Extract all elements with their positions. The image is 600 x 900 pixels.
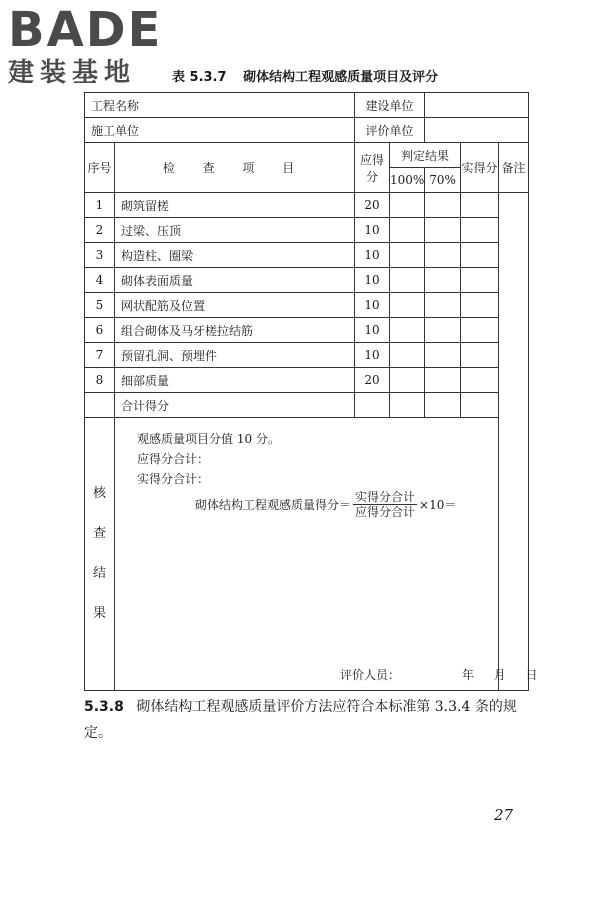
verify-label <box>85 418 114 690</box>
page-number: 27 <box>494 806 514 824</box>
item-pct100 <box>390 368 425 393</box>
section-number: 5.3.8 <box>84 699 124 715</box>
verify-char: 果 <box>92 606 106 621</box>
month-label: 月 <box>493 668 506 682</box>
item-score: 10 <box>355 268 390 293</box>
item-actual <box>461 268 499 293</box>
item-pct100 <box>390 193 425 218</box>
item-pct70 <box>425 218 461 243</box>
total-row <box>85 393 529 418</box>
formula-numerator: 实得分合计 <box>355 490 416 504</box>
seq-header: 序号 <box>85 143 115 193</box>
table-number: 表 5.3.7 <box>172 70 227 85</box>
verify-line-1: 观感质量项目分值 10 分。 <box>137 432 280 446</box>
item-name: 网状配筋及位置 <box>115 293 355 318</box>
evaluation-table <box>84 92 538 691</box>
formula-denominator: 应得分合计 <box>355 505 416 519</box>
item-actual <box>461 193 499 218</box>
evaluator-label: 评价人员： <box>340 668 401 682</box>
builder-unit-row <box>85 118 529 143</box>
item-actual <box>461 243 499 268</box>
table-row <box>85 293 529 318</box>
day-label: 日 <box>525 668 538 682</box>
table-row <box>85 343 529 368</box>
total-pct70 <box>425 393 461 418</box>
remark-cell <box>499 193 529 691</box>
item-pct70 <box>425 368 461 393</box>
builder-unit-cell <box>85 118 355 143</box>
table-title: 砌体结构工程观感质量项目及评分 <box>243 70 439 85</box>
remark-header: 备注 <box>499 143 529 193</box>
item-no: 7 <box>85 343 115 368</box>
item-actual <box>461 218 499 243</box>
logo-subtitle: 建装基地 <box>8 58 137 88</box>
item-pct100 <box>390 268 425 293</box>
table-row <box>85 268 529 293</box>
item-no: 5 <box>85 293 115 318</box>
total-no <box>85 393 115 418</box>
total-actual <box>461 393 499 418</box>
item-pct70 <box>425 243 461 268</box>
item-name: 砌筑留槎 <box>115 193 355 218</box>
item-pct100 <box>390 293 425 318</box>
table-caption <box>172 66 438 85</box>
item-score: 10 <box>355 243 390 268</box>
construction-unit-label: 建设单位 <box>355 93 425 118</box>
item-score: 20 <box>355 368 390 393</box>
column-header-row-1 <box>85 143 529 168</box>
item-actual <box>461 368 499 393</box>
verify-char: 结 <box>92 566 106 581</box>
item-no: 4 <box>85 268 115 293</box>
item-pct70 <box>425 293 461 318</box>
item-pct100 <box>390 318 425 343</box>
total-score <box>355 393 390 418</box>
item-name: 构造柱、圈梁 <box>115 243 355 268</box>
item-name: 砌体表面质量 <box>115 268 355 293</box>
verify-content-cell <box>115 418 538 691</box>
year-label: 年 <box>461 668 474 682</box>
item-score: 10 <box>355 293 390 318</box>
item-name: 组合砌体及马牙槎拉结筋 <box>115 318 355 343</box>
item-pct70 <box>425 343 461 368</box>
item-score: 10 <box>355 343 390 368</box>
signature-line <box>340 666 554 683</box>
total-pct100 <box>390 393 425 418</box>
item-no: 8 <box>85 368 115 393</box>
date-fields <box>462 668 554 682</box>
item-actual <box>461 343 499 368</box>
verify-content <box>115 418 538 690</box>
item-pct100 <box>390 243 425 268</box>
item-pct70 <box>425 193 461 218</box>
item-name: 过梁、压顶 <box>115 218 355 243</box>
verify-char: 查 <box>92 526 106 541</box>
item-no: 2 <box>85 218 115 243</box>
construction-unit-value <box>425 93 529 118</box>
item-score: 10 <box>355 218 390 243</box>
project-name-cell <box>85 93 355 118</box>
item-no: 3 <box>85 243 115 268</box>
item-name: 细部质量 <box>115 368 355 393</box>
item-no: 1 <box>85 193 115 218</box>
item-score: 10 <box>355 318 390 343</box>
item-header: 检 查 项 目 <box>115 143 355 193</box>
verify-line-2: 应得分合计： <box>137 452 210 466</box>
total-label: 合计得分 <box>115 393 355 418</box>
result-header: 判定结果 <box>390 143 461 168</box>
table-row <box>85 368 529 393</box>
item-actual <box>461 293 499 318</box>
evaluation-unit-label: 评价单位 <box>355 118 425 143</box>
formula-suffix: ×10＝ <box>419 498 457 512</box>
formula-prefix: 砌体结构工程观感质量得分＝ <box>195 498 352 512</box>
verify-row <box>85 418 529 691</box>
item-pct70 <box>425 318 461 343</box>
table-row <box>85 318 529 343</box>
verify-label-cell <box>85 418 115 691</box>
project-name-row <box>85 93 529 118</box>
table-row <box>85 243 529 268</box>
pct100-header: 100% <box>390 168 425 193</box>
item-no: 6 <box>85 318 115 343</box>
verify-line-3: 实得分合计： <box>137 472 210 486</box>
actual-header: 实得分 <box>461 143 499 193</box>
formula-fraction <box>353 490 417 519</box>
item-pct100 <box>390 218 425 243</box>
publisher-logo <box>8 4 178 96</box>
item-pct70 <box>425 268 461 293</box>
project-name-label: 工程名称 <box>91 98 140 113</box>
evaluation-unit-value <box>425 118 529 143</box>
builder-unit-label: 施工单位 <box>91 123 140 138</box>
item-actual <box>461 318 499 343</box>
table-row <box>85 193 529 218</box>
item-pct100 <box>390 343 425 368</box>
section-text: 砌体结构工程观感质量评价方法应符合本标准第 3.3.4 条的规定。 <box>84 699 517 741</box>
item-score: 20 <box>355 193 390 218</box>
pct70-header: 70% <box>425 168 461 193</box>
verify-char: 核 <box>92 486 106 501</box>
logo-brand: BADE <box>8 2 163 58</box>
item-name: 预留孔洞、预埋件 <box>115 343 355 368</box>
score-formula <box>195 490 456 519</box>
score-header: 应得分 <box>355 143 390 193</box>
section-5-3-8 <box>84 694 534 746</box>
table-row <box>85 218 529 243</box>
